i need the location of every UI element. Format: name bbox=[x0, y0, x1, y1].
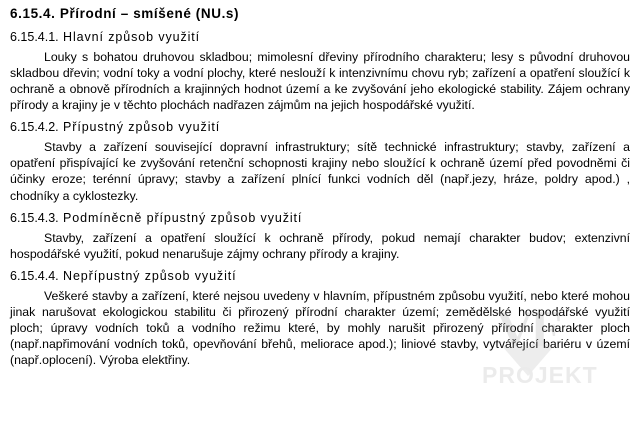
section-heading-4 bbox=[10, 269, 630, 285]
section-paragraph-1: Louky s bohatou druhovou skladbou; mimolesní dřeviny přírodního charakteru; lesy s původní druhovou skladbou dřevin; vodní toky a vodní plochy, které neslouží k intenzivnímu chovu ryb; zařízení a opatření sloužící k ochraně a obnově přírodních a krajinných hodnot území a ke zvyšování jeho ekologické stability. Zájem ochrany přírody a krajiny je v těchto plochách nadřazen zájmům na jejich hospodářské využití. bbox=[10, 49, 630, 113]
section-title-1: Hlavní způsob využití bbox=[63, 29, 201, 44]
section-heading-3 bbox=[10, 211, 630, 227]
section-heading-2 bbox=[10, 120, 630, 136]
section-title-4: Nepřípustný způsob využití bbox=[63, 268, 237, 283]
page-title: 6.15.4. Přírodní – smíšené (NU.s) bbox=[10, 6, 240, 21]
section-number-1: 6.15.4.1. bbox=[10, 29, 59, 44]
section-number-2: 6.15.4.2. bbox=[10, 120, 59, 135]
section-title-2: Přípustný způsob využití bbox=[63, 120, 221, 135]
section-paragraph-4: Veškeré stavby a zařízení, které nejsou uvedeny v hlavním, přípustném způsobu využití, nebo které mohou jinak narušovat ekologickou stabilitu či přirozený přírodní charakter území; zemědělské hospodářské využití ploch; úpravy vodních toků a vodního režimu které, by mohly narušit přirozený přírodní charakter ploch (např.napřimování vodních toků, opevňování břehů, meliorace apod.); liniové stavby, vytvářející bariéru v území (např.oplocení). Výroba elektřiny. bbox=[10, 288, 630, 368]
section-title-3: Podmíněcně přípustný způsob využití bbox=[63, 210, 303, 225]
section-number-4: 6.15.4.4. bbox=[10, 268, 59, 283]
watermark-logo: VF bbox=[496, 301, 560, 358]
section-heading-1 bbox=[10, 30, 630, 46]
section-number-3: 6.15.4.3. bbox=[10, 210, 59, 225]
section-paragraph-3: Stavby, zařízení a opatření sloužící k ochraně přírody, pokud nemají charakter budov; extenzivní hospodářské využití, pokud nenarušuje zájmy ochrany přírody a krajiny. bbox=[10, 230, 630, 261]
section-paragraph-2: Stavby a zařízení související dopravní infrastruktury; sítě technické infrastruktury; stavby, zařízení a opatření přispívající ke zvyšování retenční schopnosti krajiny nebo sloužící k ochraně území před povodněmi či účinky eroze; terénní úpravy; stavby a zařízení plnící funkci vodních děl (např.jezy, hráze, poldry apod.) , chodníky a cyklostezky. bbox=[10, 140, 630, 203]
watermark-text: PROJEKT bbox=[482, 362, 598, 388]
